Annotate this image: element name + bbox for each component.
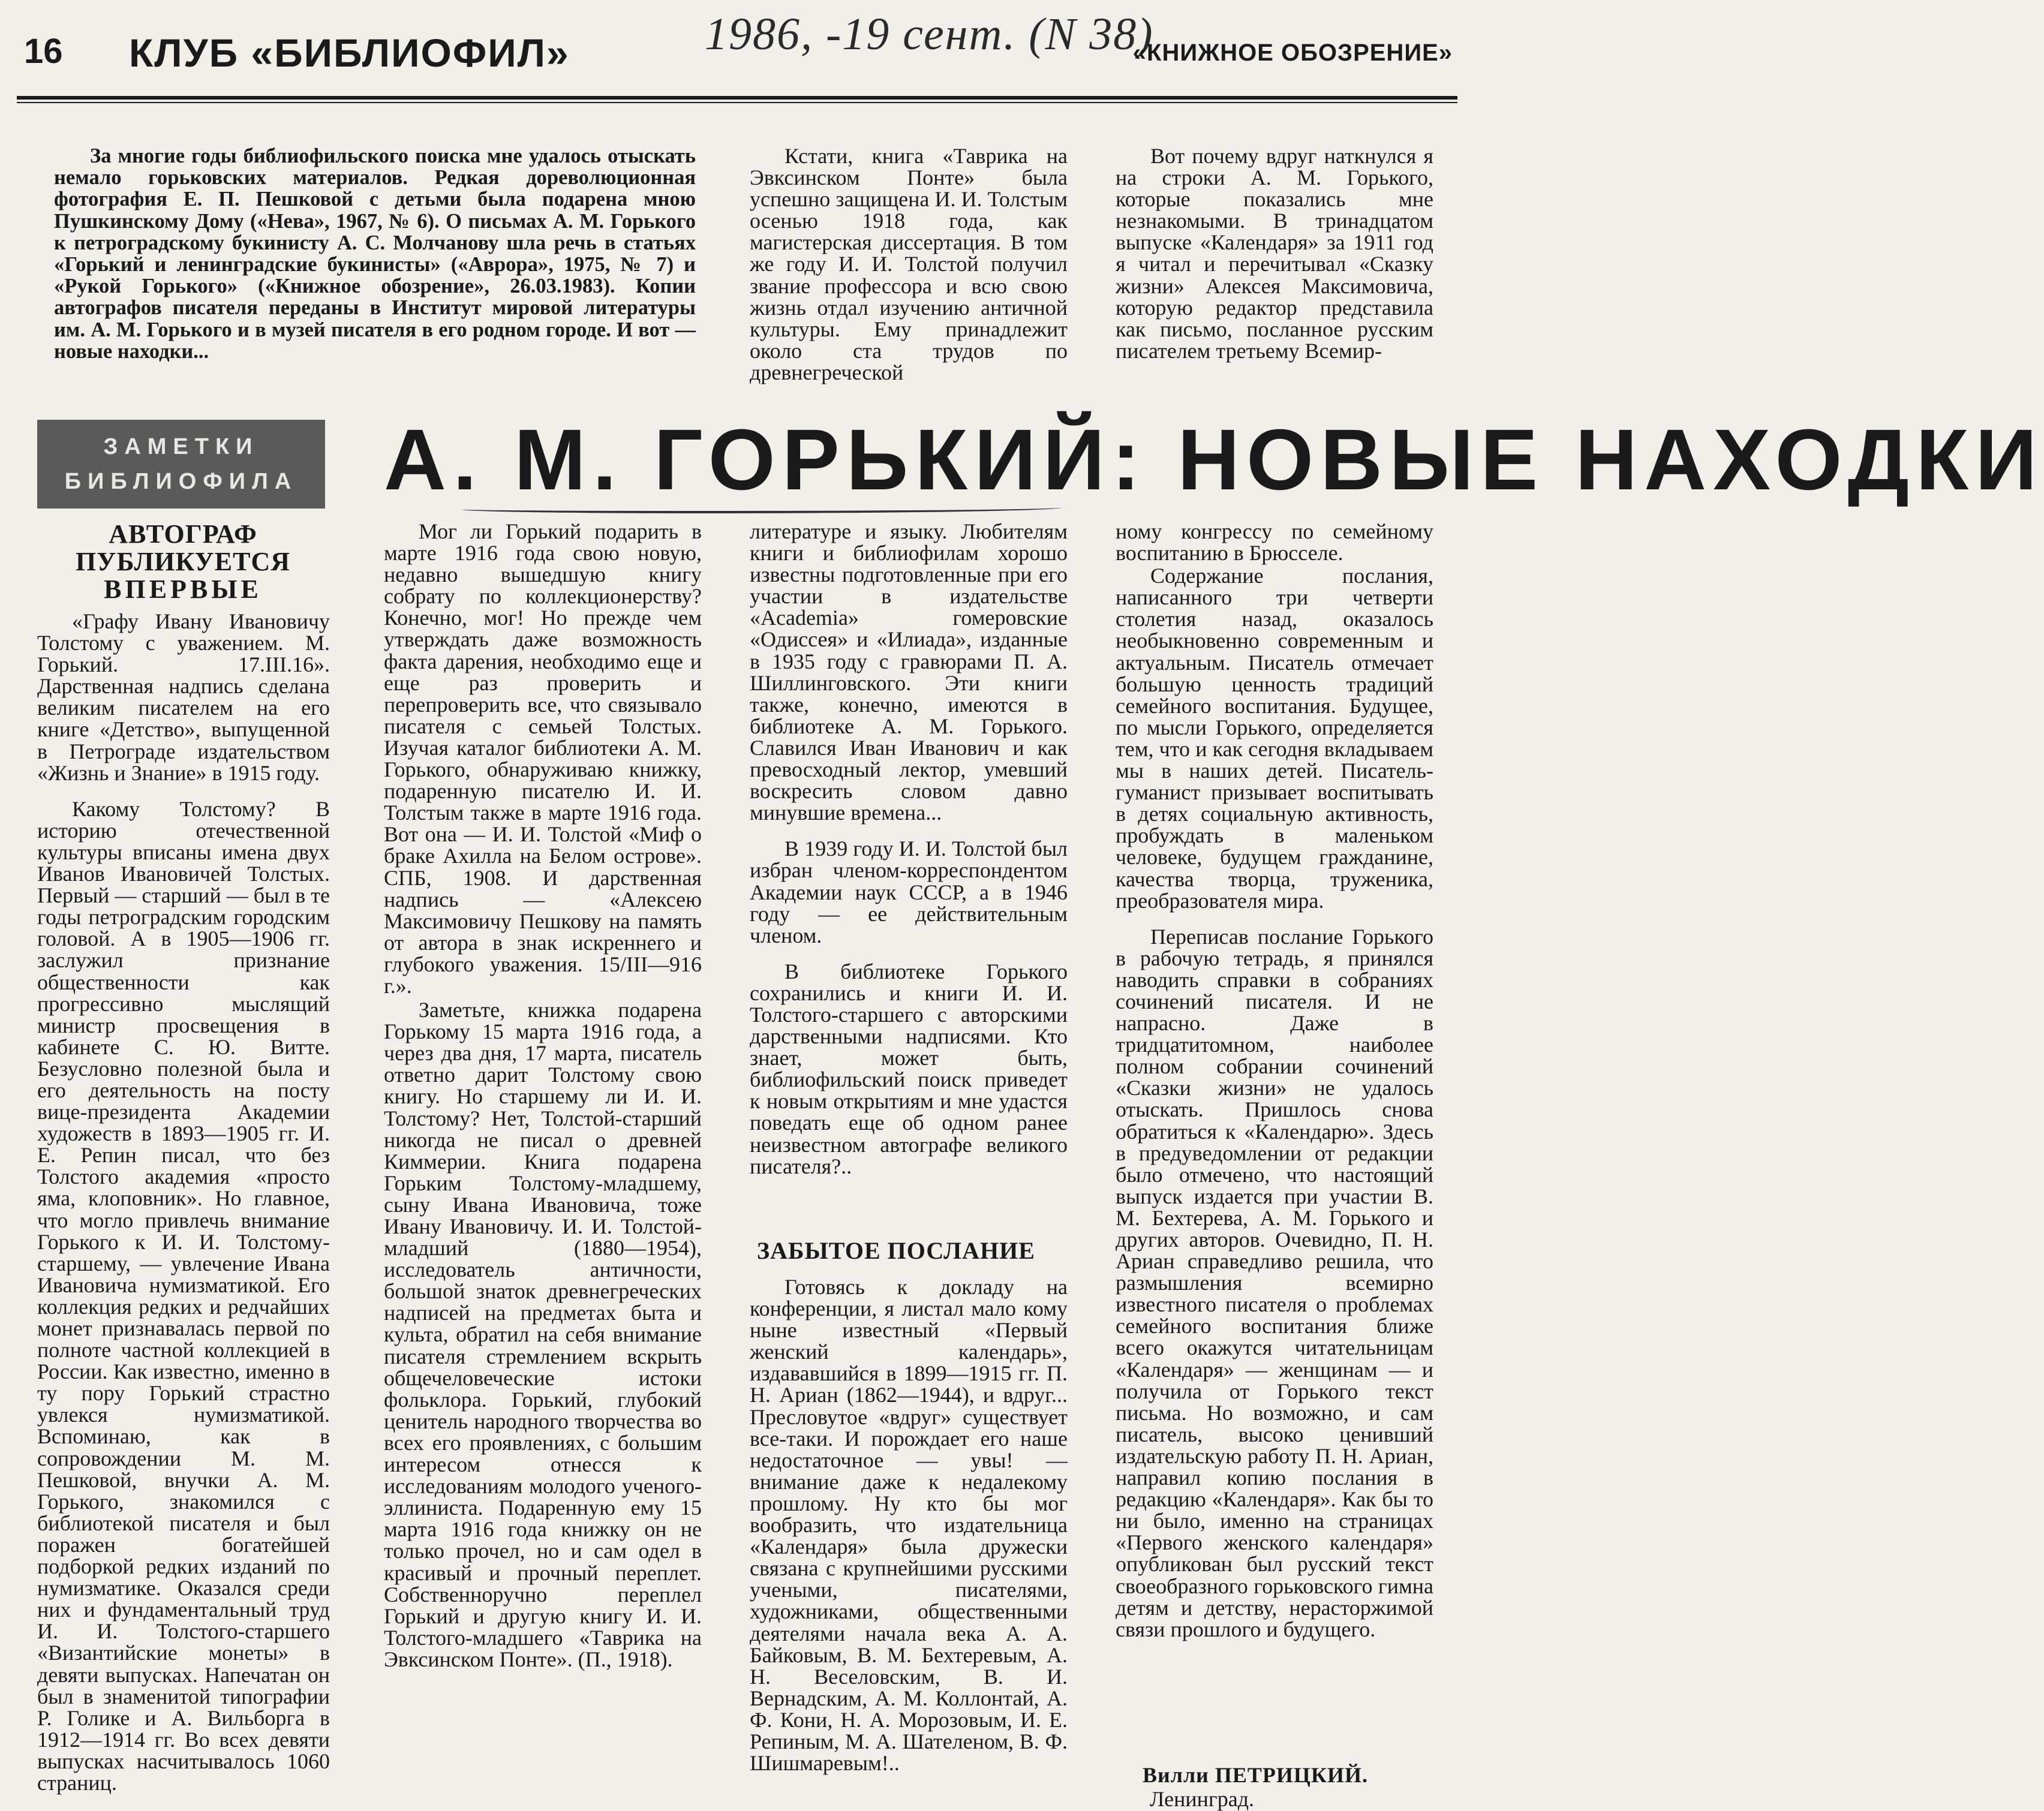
col3-paragraph: В 1939 году И. И. Толстой был избран членом-корреспондентом Академии наук СССР, а в 1946 году — ее действительным членом. bbox=[750, 837, 1068, 947]
headline: А. М. ГОРЬКИЙ: НОВЫЕ НАХОДКИ bbox=[384, 411, 2044, 508]
col4-paragraph: ному конгрессу по семейному воспитанию в Брюсселе. bbox=[1116, 519, 1433, 565]
column1-subtitle bbox=[42, 521, 324, 603]
author-name: Вилли ПЕТРИЦКИЙ. bbox=[1143, 1763, 1369, 1787]
subtitle-line-2: ПУБЛИКУЕТСЯ bbox=[75, 547, 291, 576]
column-2 bbox=[384, 521, 702, 1670]
publication-name: «КНИЖНОЕ ОБОЗРЕНИЕ» bbox=[1132, 40, 1453, 66]
col3-paragraph: В библиотеке Горького сохранились и книги И. И. Толстого-старшего с авторскими дарственными надписями. Кто знает, может быть, библиофильский поиск приведет к новым открытиям и мне удастся поведать еще об одном ранее неизвестном автографе великого писателя?.. bbox=[750, 959, 1068, 1178]
rubric-title: КЛУБ «БИБЛИОФИЛ» bbox=[129, 31, 570, 75]
kicker-line-1: ЗАМЕТКИ bbox=[103, 434, 259, 459]
author-city: Ленинград. bbox=[1150, 1787, 1255, 1811]
col1-paragraph: «Графу Ивану Ивановичу Толстому с уважением. М. Горький. 17.III.16». Дарственная надпись сделана великим писателем на его книге «Детство», выпущенной в Петрограде издательством «Жизнь и Знание» в 1915 году. bbox=[37, 609, 330, 785]
page-number: 16 bbox=[24, 32, 63, 71]
kicker-box bbox=[37, 420, 325, 509]
handwritten-date: 1986, -19 сент. (N 38) bbox=[705, 9, 1154, 59]
header-rule-thin bbox=[17, 102, 1457, 103]
subtitle-line-1: АВТОГРАФ bbox=[109, 519, 257, 549]
col2-paragraph: Заметьте, книжка подарена Горькому 15 марта 1916 года, а через два дня, 17 марта, писатель ответно дарит Толстому свою книгу. Но старшему ли И. И. Толстому? Нет, Толстой-старший никогда не писал о древней Киммерии. Книга подарена Горьким Толстому-младшему, сыну Ивана Ивановича, тоже Ивану Ивановичу. И. И. Толстой-младший (1880—1954), исследователь античности, большой знаток древнегреческих надписей на предметах быта и культа, обратил на себя внимание писателя стремлением вскрыть общечеловеческие истоки фольклора. Горький, глубокий ценитель народного творчества во всех его проявлениях, с большим интересом отнесся к исследованиям молодого ученого-эллиниста. Подаренную ему 15 марта 1916 года книжку он не только прочел, но и сам одел в красивый и прочный переплет. Собственноручно переплел Горький и другую книгу И. И. Толстого-младшего «Таврика на Эвксинском Понте». (П., 1918). bbox=[384, 998, 702, 1671]
column-1 bbox=[37, 610, 330, 1794]
top-col4-text: Вот почему вдруг наткнулся я на строки А. М. Горького, которые показались мне незнакомыми. В тринадцатом выпуске «Календаря» за 1911 год я читал и перечитывал «Сказку жизни» Алексея Максимовича, которую редактор представила как письмо, посланное русским писателем третьему Всемир- bbox=[1116, 144, 1433, 363]
header-rule bbox=[17, 96, 1457, 100]
intro-text: За многие годы библиофильского поиска мне удалось отыскать немало горьковских материалов. Редкая дореволюционная фотография Е. П. Пешковой с детьми была подарена мною Пушкинскому Дому («Нева», 1967, № 6). О письмах А. М. Горького к петроградскому букинисту А. С. Молчанову шла речь в статьях «Горький и ленинградские букинисты» («Аврора», 1975, № 7) и «Рукой Горького» («Книжное обозрение», 26.03.1983). Копии автографов писателя переданы в Институт мировой литературы им. А. М. Горького и в музей писателя в его родном городе. И вот — новые находки... bbox=[54, 145, 696, 363]
top-column-4 bbox=[1116, 145, 1433, 362]
kicker-line-2: БИБЛИОФИЛА bbox=[64, 469, 298, 494]
col2-paragraph: Мог ли Горький подарить в марте 1916 года свою новую, недавно вышедшую книгу собрату по коллекционерству? Конечно, мог! Но прежде чем утверждать даже возможность факта дарения, необходимо еще и еще раз проверить и перепроверить все, что связывало писателя с семьей Толстых. Изучая каталог библиотеки А. М. Горького, обнаруживаю книжку, подаренную писателю И. И. Толстым также в марте 1916 года. Вот она — И. И. Толстой «Миф о браке Ахилла на Белом острове». СПБ, 1908. И дарственная надпись — «Алексею Максимовичу Пешкову на память от автора в знак искреннего и глубокого уважения. 15/III—916 г.». bbox=[384, 519, 702, 998]
subtitle-line-3: ВПЕРВЫЕ bbox=[104, 574, 262, 604]
column-4 bbox=[1116, 521, 1433, 1640]
author-signature bbox=[1143, 1763, 1392, 1811]
column-3-lower bbox=[750, 1276, 1068, 1774]
col1-paragraph: Какому Толстому? В историю отечественной культуры вписаны имена двух Иванов Ивановичей Толстых. Первый — старший — был в те годы петроградским городским головой. А в 1905—1906 гг. заслужил признание общественности как прогрессивно мыслящий министр просвещения в кабинете С. Ю. Витте. Безусловно полезной была и его деятельность на посту вице-президента Академии художеств в 1893—1905 гг. И. Е. Репин писал, что без Толстого академия «просто яма, клоповник». Но главное, что могло привлечь внимание Горького к И. И. Толстому-старшему, — увлечение Ивана Ивановича нумизматикой. Его коллекция редких и редчайших монет признавалась первой по полноте частной коллекцией в России. Как известно, именно в ту пору Горький страстно увлекся нумизматикой. Вспоминаю, как в сопровождении М. М. Пешковой, внучки А. М. Горького, знакомился с библиотекой писателя и был поражен богатейшей подборкой редких изданий по нумизматике. Оказался среди них и фундаментальный труд И. И. Толстого-старшего «Византийские монеты» в девяти выпусках. Напечатан он был в знаменитой типографии Р. Голике и А. Вильборга в 1912—1914 гг. Во всех девяти выпусках насчитывалось 1060 страниц. bbox=[37, 796, 330, 1795]
top-col3-text: Кстати, книга «Таврика на Эвксинском Понте» была успешно защищена И. И. Толстым осенью 1918 года, как магистерская диссертация. В том же году И. И. Толстой получил звание профессора и всю свою жизнь отдал изучению античной культуры. Ему принадлежит около ста трудов по древнегреческой bbox=[750, 144, 1068, 384]
col3-paragraph: Готовясь к докладу на конференции, я листал мало кому ныне известный «Первый женский календарь», издававшийся в 1899—1915 гг. П. Н. Ариан (1862—1944), и вдруг... Пресловутое «вдруг» существует все-таки. И порождает его наше недостаточное — увы! — внимание даже к недалекому прошлому. Ну кто бы мог вообразить, что издательница «Календаря» была дружески связана с крупнейшими русскими учеными, писателями, художниками, общественными деятелями начала века А. А. Байковым, В. М. Бехтеревым, А. Н. Веселовским, В. И. Вернадским, А. М. Коллонтай, А. Ф. Кони, Н. А. Морозовым, И. Е. Репиным, М. А. Шателеном, В. Ф. Шишмаревым!.. bbox=[750, 1275, 1068, 1776]
column-3 bbox=[750, 521, 1068, 1177]
col3-paragraph: литературе и языку. Любителям книги и библиофилам хорошо известны подготовленные при его участии в издательстве «Academia» гомеровские «Одиссея» и «Илиада», изданные в 1935 году с гравюрами П. А. Шиллинговского. Эти книги также, конечно, имеются в библиотеке А. М. Горького. Славился Иван Иванович и как превосходный лектор, умевший воскресить словом давно минувшие времена... bbox=[750, 519, 1068, 825]
top-column-3 bbox=[750, 145, 1068, 383]
intro-lead bbox=[54, 145, 696, 362]
section-heading: ЗАБЫТОЕ ПОСЛАНИЕ bbox=[757, 1237, 1035, 1264]
col4-paragraph: Содержание послания, написанного три четверти столетия назад, оказалось необыкновенно современным и актуальным. Писатель отмечает большую ценность традиций семейного воспитания. Будущее, по мысли Горького, определяется тем, что и как сегодня вкладываем мы в наших детей. Писатель-гуманист призывает воспитывать в детях социальную активность, пробуждать в маленьком человеке, будущем гражданине, качества творца, труженика, преобразователя мира. bbox=[1116, 564, 1433, 913]
handwritten-underline bbox=[462, 504, 1062, 513]
col4-paragraph: Переписав послание Горького в рабочую тетрадь, я принялся наводить справки в собраниях сочинений писателя. И не напрасно. Даже в тридцатитомном, наиболее полном собрании сочинений «Сказки жизни» не удалось отыскать. Пришлось снова обратиться к «Календарю». Здесь в предуведомлении от редакции было отмечено, что настоящий выпуск издается при участии В. М. Бехтерева, А. М. Горького и других авторов. Очевидно, П. Н. Ариан справедливо решила, что размышления всемирно известного писателя о проблемах семейного воспитания ближе всего окажутся читательницам «Календаря» — женщинам — и получила от Горького текст письма. Но возможно, и сам писатель, высоко ценивший издательскую работу П. Н. Ариан, направил копию послания в редакцию «Календаря». Как бы то ни было, именно на страницах «Первого женского календаря» опубликован был русский текст своеобразного горьковского гимна детям и детству, нерасторжимой связи прошлого и будущего. bbox=[1116, 924, 1433, 1641]
